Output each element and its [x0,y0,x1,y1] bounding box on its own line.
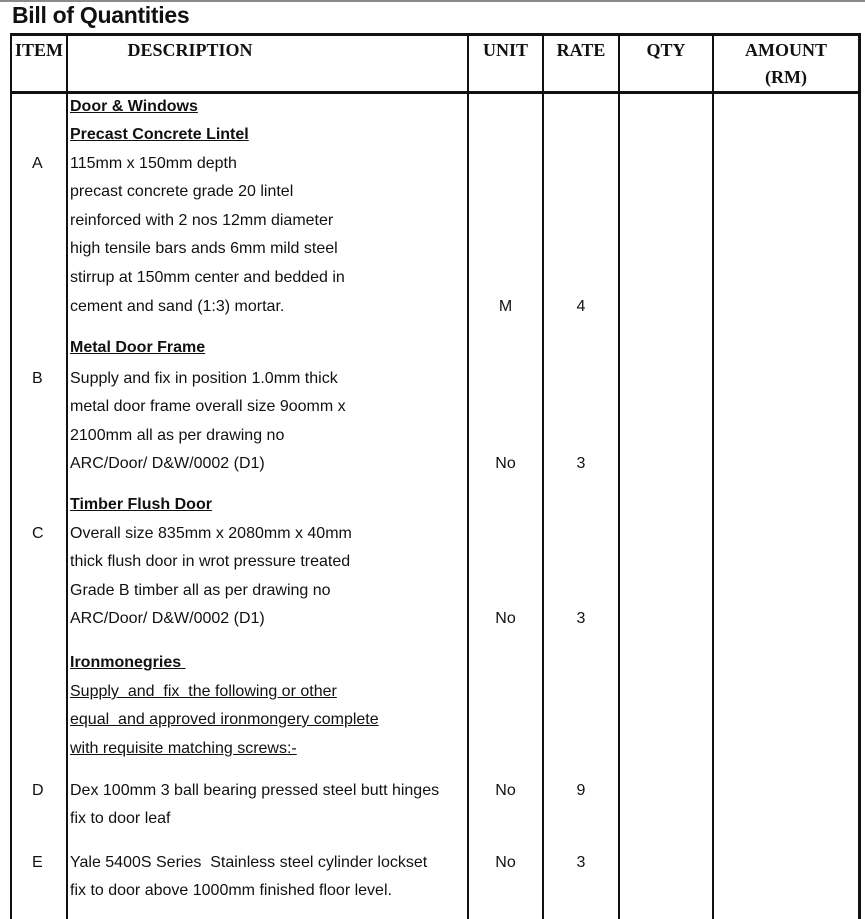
item-e-line: fix to door above 1000mm finished floor level. [70,882,392,899]
header-amount-line1: AMOUNT [745,40,827,60]
item-a-line: precast concrete grade 20 lintel [70,183,294,200]
item-d-line: Dex 100mm 3 ball bearing pressed steel butt hinges [70,782,440,799]
item-e-rate: 3 [576,854,586,871]
item-b-unit: No [495,455,516,472]
item-b-heading: Metal Door Frame [70,339,206,356]
table-top-border [10,33,861,36]
item-b-code: B [32,370,43,387]
header-unit: UNIT [482,40,528,60]
item-c-line: Grade B timber all as per drawing no [70,582,331,599]
item-b-line: metal door frame overall size 9oomm x [70,398,346,415]
section-heading: Door & Windows [70,98,198,115]
item-c-line: ARC/Door/ D&W/0002 (D1) [70,610,265,627]
item-e-code: E [32,854,43,871]
item-a-code: A [32,155,43,172]
header-divider [10,91,861,94]
item-a-rate: 4 [576,298,586,315]
ironmongeries-line: with requisite matching screws:- [70,740,297,757]
page-title: Bill of Quantities [12,2,190,28]
item-a-line: cement and sand (1:3) mortar. [70,298,285,315]
item-c-line: Overall size 835mm x 2080mm x 40mm [70,525,352,542]
ironmongeries-line: Supply and fix the following or other [70,683,337,700]
item-a-unit: M [498,298,513,315]
item-c-code: C [32,525,44,542]
item-a-line: reinforced with 2 nos 12mm diameter [70,212,334,229]
column-divider-rate [618,33,620,919]
item-a-line: high tensile bars ands 6mm mild steel [70,240,338,257]
item-c-heading: Timber Flush Door [70,496,212,513]
table-right-border [858,33,861,919]
item-d-code: D [32,782,44,799]
item-d-line: fix to door leaf [70,810,171,827]
header-description: DESCRIPTION [127,40,253,60]
header-rate: RATE [556,40,606,60]
header-qty: QTY [646,40,686,60]
item-b-rate: 3 [576,455,586,472]
item-b-line: 2100mm all as per drawing no [70,427,285,444]
header-amount [714,37,858,91]
item-e-unit: No [495,854,516,871]
item-a-heading: Precast Concrete Lintel [70,126,249,143]
table-left-border [10,33,12,919]
column-divider-qty [712,33,714,919]
item-e-line: Yale 5400S Series Stainless steel cylinder lockset [70,854,428,871]
item-a-line: stirrup at 150mm center and bedded in [70,269,345,286]
item-d-rate: 9 [576,782,586,799]
item-c-rate: 3 [576,610,586,627]
item-d-unit: No [495,782,516,799]
item-c-unit: No [495,610,516,627]
boq-table [10,33,861,919]
item-c-line: thick flush door in wrot pressure treated [70,553,351,570]
column-divider-item [66,33,68,919]
item-b-line: ARC/Door/ D&W/0002 (D1) [70,455,265,472]
item-a-line: 115mm x 150mm depth [70,155,237,172]
header-amount-line2: (RM) [765,67,807,87]
item-b-line: Supply and fix in position 1.0mm thick [70,370,338,387]
ironmongeries-heading: Ironmonegries [70,654,186,671]
header-item: ITEM [14,40,63,60]
ironmongeries-line: equal and approved ironmongery complete [70,711,379,728]
